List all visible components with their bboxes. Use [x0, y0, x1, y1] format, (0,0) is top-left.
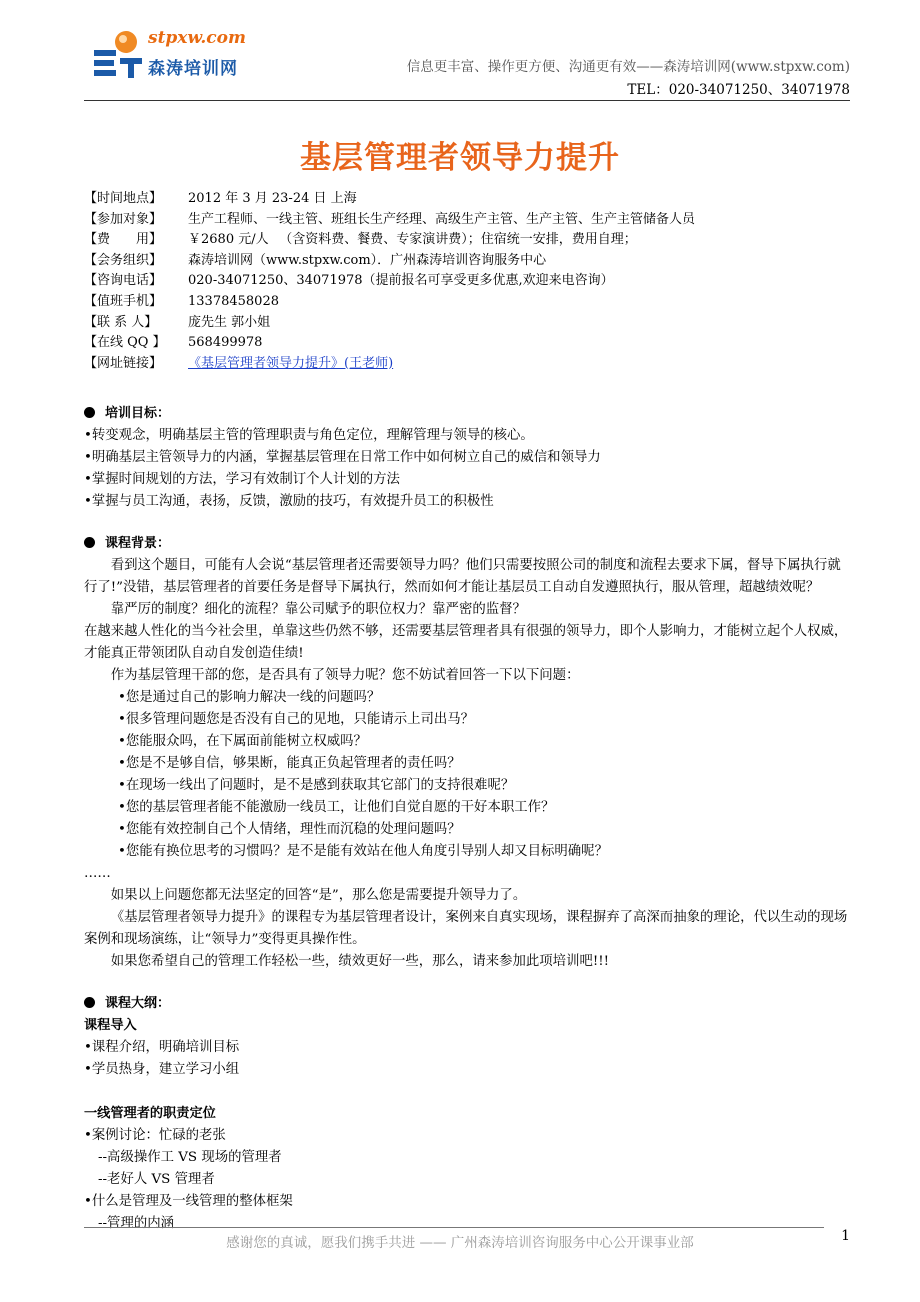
course-link[interactable]: 《基层管理者领导力提升》(王老师) [188, 355, 394, 371]
info-key: 【联 系 人】 [84, 314, 158, 330]
outline-subitem: --管理的内涵 [98, 1216, 175, 1231]
paragraph: 如果以上问题您都无法坚定的回答“是”，那么您是需要提升领导力了。 [110, 888, 527, 903]
info-value: 生产工程师、一线主管、班组长生产经理、高级生产主管、生产主管、生产主管储备人员 [188, 211, 696, 227]
outline-topic-title: 一线管理者的职责定位 [84, 1106, 216, 1121]
info-key: 【网址链接】 [84, 355, 163, 371]
paragraph: 看到这个题目，可能有人会说“基层管理者还需要领导力吗？他们只需要按照公司的制度和流程去要求下属，督导下属执行就行了!”没错，基层管理者的首要任务是督导下属执行，然而如何才能让基层员工自动自发遵照执行，服从管理，超越绩效呢？ [84, 558, 841, 595]
info-key: 【值班手机】 [84, 293, 163, 309]
info-key: 【时间地点】 [84, 191, 163, 206]
info-key: 【在线 QQ 】 [84, 335, 166, 351]
question-item: •您的基层管理者能不能激励一线员工，让他们自觉自愿的干好本职工作？ [118, 800, 555, 815]
question-item: •您是通过自己的影响力解决一线的问题吗？ [118, 690, 381, 705]
outline-subitem: --老好人 VS 管理者 [98, 1172, 215, 1187]
section-heading-outline: 课程大纲： [84, 993, 854, 1015]
outline-item: •案例讨论：忙碌的老张 [84, 1128, 226, 1143]
outline-item: •什么是管理及一线管理的整体框架 [84, 1194, 293, 1209]
logo-emblem-icon [90, 28, 150, 88]
question-item: •您能有效控制自己个人情绪，理性而沉稳的处理问题吗？ [118, 822, 461, 837]
page-number: 1 [841, 1228, 850, 1244]
footer-divider [84, 1227, 824, 1228]
question-item: •您是不是够自信，够果断，能真正负起管理者的责任吗？ [118, 756, 461, 771]
info-row-qq [84, 333, 844, 354]
info-key: 【咨询电话】 [84, 273, 163, 289]
info-row-link [84, 354, 844, 375]
info-row-time [84, 189, 844, 210]
outline-topic-title: 课程导入 [84, 1018, 137, 1033]
stpxw-logo [90, 28, 260, 88]
header-divider [84, 100, 850, 101]
question-item: •在现场一线出了问题时，是不是感到获取其它部门的支持很难呢？ [118, 778, 515, 793]
bullet-dot-icon [84, 997, 95, 1008]
bullet-dot-icon [84, 537, 95, 548]
paragraph: 作为基层管理干部的您，是否具有了领导力呢？您不妨试着回答一下以下问题： [110, 668, 580, 683]
outline-item: •学员热身，建立学习小组 [84, 1062, 240, 1077]
list-item: •转变观念，明确基层主管的管理职责与角色定位，理解管理与领导的核心。 [84, 428, 534, 443]
ellipsis: …… [84, 866, 111, 881]
info-value: ￥2680 元/人 （含资料费、餐费、专家演讲费）；住宿统一安排，费用自理； [188, 232, 637, 248]
info-value: 568499978 [188, 335, 263, 351]
header-tel: TEL：020-34071250、34071978 [627, 82, 850, 98]
document-body [84, 403, 854, 1235]
header-tagline: 信息更丰富、操作更方便、沟通更有效——森涛培训网(www.stpxw.com) [406, 59, 850, 75]
paragraph: 靠严厉的制度？细化的流程？靠公司赋予的职位权力？靠严密的监督？ [110, 602, 526, 617]
question-item: •您能服众吗，在下属面前能树立权威吗？ [118, 734, 367, 749]
info-value: 2012 年 3 月 23-24 日 上海 [188, 191, 357, 206]
section-heading-background: 课程背景： [84, 533, 854, 555]
list-item: •明确基层主管领导力的内涵，掌握基层管理在日常工作中如何树立自己的威信和领导力 [84, 450, 601, 465]
info-value: 020-34071250、34071978（提前报名可享受更多优惠,欢迎来电咨询） [188, 273, 614, 289]
info-row-contact [84, 313, 844, 334]
info-row-fee [84, 230, 844, 251]
outline-item: •课程介绍，明确培训目标 [84, 1040, 240, 1055]
info-value: 森涛培训网（www.stpxw.com）．广州森涛培训咨询服务中心 [188, 252, 547, 268]
list-item: •掌握时间规划的方法，学习有效制订个人计划的方法 [84, 472, 400, 487]
info-key: 【会务组织】 [84, 252, 163, 268]
logo-name-text: 森涛培训网 [148, 59, 238, 79]
spacer [84, 973, 854, 993]
paragraph: 如果您希望自己的管理工作轻松一些，绩效更好一些，那么，请来参加此项培训吧!!! [110, 954, 609, 969]
paragraph: 《基层管理者领导力提升》的课程专为基层管理者设计，案例来自真实现场，课程摒弃了高深而抽象的理论，代以生动的现场案例和现场演练，让“领导力”变得更具操作性。 [84, 910, 848, 947]
logo-site-text: stpxw.com [148, 28, 246, 48]
document-title: 基层管理者领导力提升 [300, 140, 620, 176]
info-key: 【费 用】 [84, 232, 163, 248]
outline-subitem: --高级操作工 VS 现场的管理者 [98, 1150, 282, 1165]
section-heading-goals: 培训目标： [84, 403, 854, 425]
spacer [84, 1081, 854, 1103]
question-item: •您能有换位思考的习惯吗？是不是能有效站在他人角度引导别人却又目标明确呢？ [118, 844, 608, 859]
info-row-organizer [84, 251, 844, 272]
info-row-audience [84, 210, 844, 231]
question-item: •很多管理问题您是否没有自己的见地，只能请示上司出马？ [118, 712, 475, 727]
info-value: 庞先生 郭小姐 [188, 314, 271, 330]
info-key: 【参加对象】 [84, 211, 163, 227]
spacer [84, 513, 854, 533]
paragraph: 在越来越人性化的当今社会里，单靠这些仍然不够，还需要基层管理者具有很强的领导力，即个人影响力，才能树立起个人权威，才能真正带领团队自动自发创造佳绩! [84, 624, 848, 661]
event-info [84, 189, 844, 374]
info-row-phone [84, 271, 844, 292]
bullet-dot-icon [84, 407, 95, 418]
info-value: 13378458028 [188, 293, 279, 309]
info-row-mobile [84, 292, 844, 313]
list-item: •掌握与员工沟通，表扬，反馈，激励的技巧，有效提升员工的积极性 [84, 494, 494, 509]
page-footer: 感谢您的真诚，愿我们携手共进 —— 广州森涛培训咨询服务中心公开课事业部 [226, 1235, 694, 1251]
